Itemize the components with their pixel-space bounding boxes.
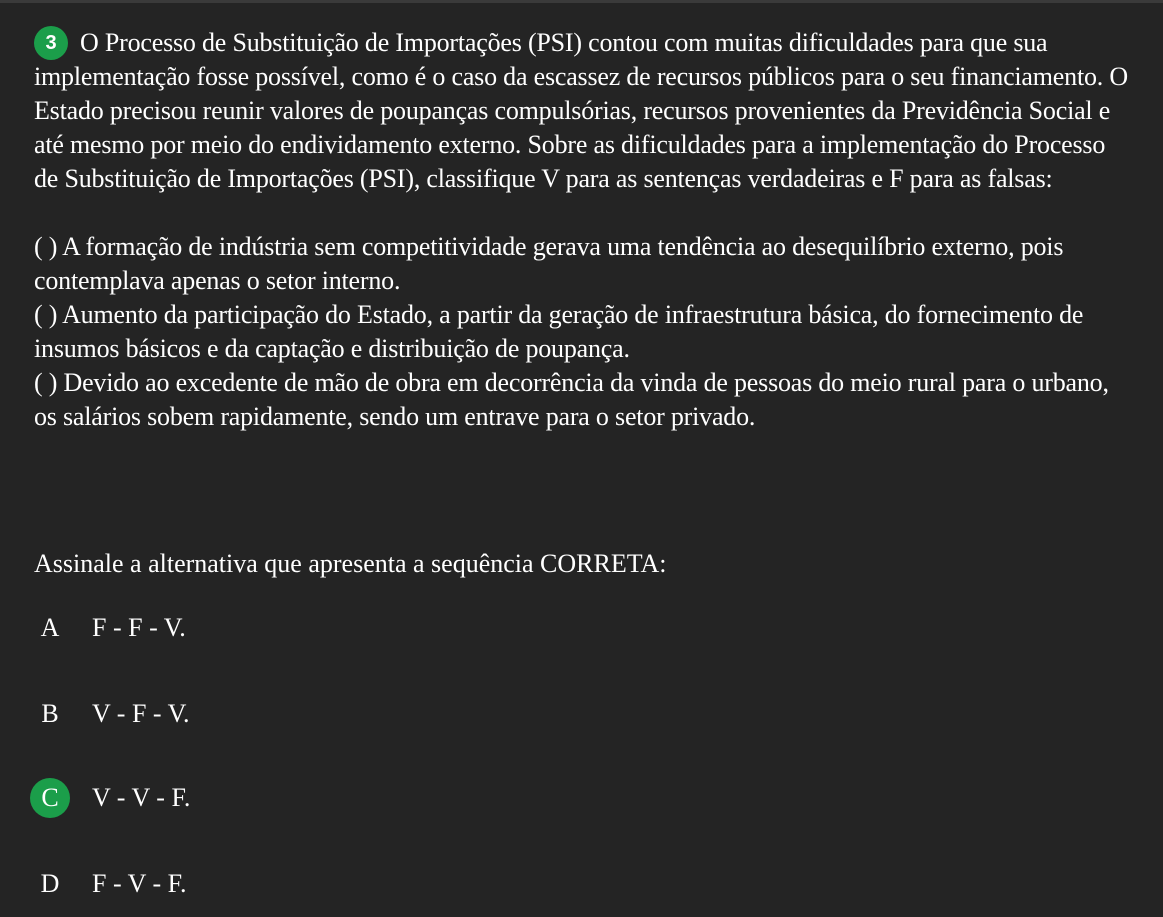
question-number-badge: 3 [34, 26, 68, 60]
question-intro [34, 26, 1134, 196]
statement-1: ( ) A formação de indústria sem competitividade gerava uma tendência ao desequilíbrio externo, pois contemplava apenas o setor interno. [34, 232, 1064, 295]
option-a[interactable] [30, 606, 186, 650]
option-a-text[interactable]: F - F - V. [92, 613, 186, 642]
statement-2: ( ) Aumento da participação do Estado, a partir da geração de infraestrutura básica, do fornecimento de insumos básicos e da captação e distribuição de poupança. [34, 300, 1084, 363]
statement-3: ( ) Devido ao excedente de mão de obra em decorrência da vinda de pessoas do meio rural para o urbano, os salários sobem rapidamente, sendo um entrave para o setor privado. [34, 368, 1109, 431]
option-b-letter[interactable]: B [41, 699, 59, 728]
option-c-text[interactable]: V - V - F. [92, 783, 191, 812]
question-intro-text: O Processo de Substituição de Importações (PSI) contou com muitas dificuldades para que sua implementação fosse possível, como é o caso da escassez de recursos públicos para o seu financiamento. O Estado precisou reunir valores de poupanças compulsórias, recursos provenientes da Previdência Social e até mesmo por meio do endividamento externo. Sobre as dificuldades para a implementação do Processo de Substituição de Importações (PSI), classifique V para as sentenças verdadeiras e F para as falsas: [34, 28, 1128, 193]
option-d-text[interactable]: F - V - F. [92, 869, 187, 898]
question-block [34, 26, 1134, 434]
option-c-letter[interactable]: C [30, 778, 70, 818]
top-border [0, 0, 1163, 3]
instruction-text: Assinale a alternativa que apresenta a sequência CORRETA: [34, 549, 667, 578]
option-a-letter[interactable]: A [40, 613, 60, 642]
option-d[interactable] [30, 862, 187, 906]
option-c[interactable] [30, 776, 190, 820]
option-b-text[interactable]: V - F - V. [92, 699, 190, 728]
option-b[interactable] [30, 692, 190, 736]
option-d-letter[interactable]: D [40, 869, 60, 898]
